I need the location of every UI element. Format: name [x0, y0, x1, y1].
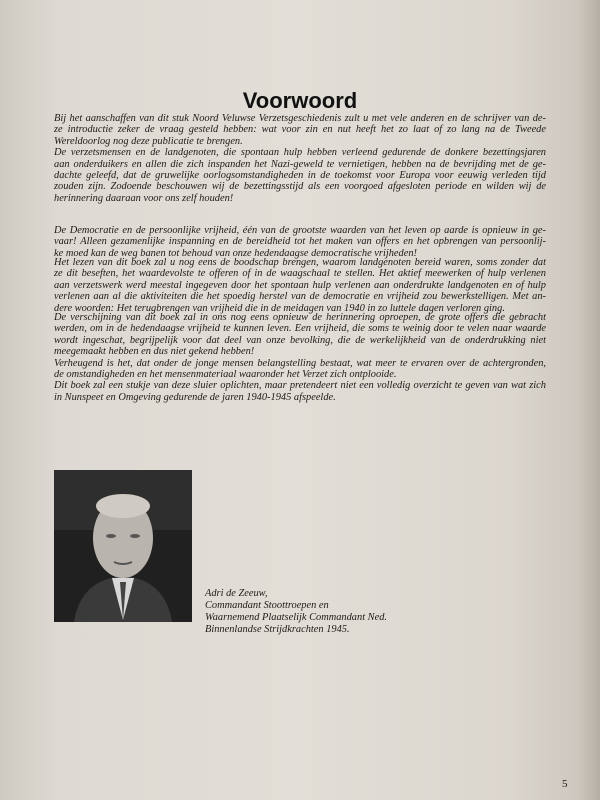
text-line: aan onderduikers en allen die zich inspanden het Nazi-geweld te vernietigen, hebben na de bevrijding met de ge-: [54, 158, 546, 170]
page-title: Voorwoord: [242, 88, 358, 113]
text-line: herinnering daaraan voor ons zelf houden!: [54, 192, 234, 204]
caption-line: Waarnemend Plaatselijk Commandant Ned.: [205, 612, 388, 623]
paragraph-2: [54, 225, 546, 259]
text-line: Bij het aanschaffen van dit stuk Noord Veluwse Verzetsgeschiedenis zult u met vele anderen en de schrijver van de-: [54, 113, 546, 124]
text-line: Het lezen van dit boek zal u nog eens de boodschap brengen, waarom landgenoten bereid waren, soms zonder dat: [54, 257, 546, 268]
text-line: dachte geleefd, dat de gruwelijke oorlogsomstandigheden in de toekomst voor Europa voor eeuwig verleden tijd: [54, 170, 546, 182]
page-edge-shadow: [578, 0, 600, 800]
text-line: Wereldoorlog nog deze publicatie te brengen.: [54, 135, 243, 147]
text-line: werden, om in de hedendaagse vrijheid te kunnen leven. Een vrijheid, die soms te weinig door te velen naar waarde: [54, 323, 546, 335]
text-line: verlenen aan al die aktiviteiten die het spoedig herstel van de democratie en vrijheid zou bewerkstelligen. Met an-: [54, 291, 546, 303]
text-line: aan verzetswerk werd meestal ingegeven door het spontaan hulp verlenen aan onderdrukte landgenoten en of hulp: [54, 279, 546, 291]
text-line: meegemaakt hebben en dus niet gekend hebben!: [54, 346, 255, 358]
text-line: dere woorden: Het terugbrengen van vrijheid die in de meidagen van 1940 in zo luttele dagen verloren ging.: [54, 302, 505, 314]
text-line: wordt ingeschat, begrijpelijk voor dat deel van onze bevolking, die de werkelijkheid van de onderdrukking niet: [54, 334, 546, 346]
caption-line: Commandant Stoottroepen en: [205, 600, 329, 611]
portrait-photo: [54, 470, 192, 622]
paragraph-4: [54, 312, 546, 403]
paragraph-3: [54, 257, 546, 314]
page-number: 5: [562, 778, 568, 790]
caption-line: Binnenlandse Strijdkrachten 1945.: [205, 624, 350, 635]
text-line: de omstandigheden en het mensenmateriaal waaronder het Verzet zich ontplooide.: [54, 369, 397, 381]
text-line: zouden zijn. Zodoende beschouwen wij de bezettingsstijd als een voorgoed afgesloten periode en wilden wij de: [54, 181, 546, 193]
caption-line: Adri de Zeeuw,: [205, 588, 268, 599]
text-line: De Democratie en de persoonlijke vrijheid, één van de grootste waarden van het leven op aarde is opnieuw in ge-: [54, 225, 546, 236]
portrait-caption: [205, 588, 387, 636]
text-line: Verheugend is het, dat onder de jonge mensen belangstelling bestaat, wat meer te ervaren over de achtergronden,: [54, 357, 546, 369]
text-line: De verschijning van dit boek zal in ons nog eens opnieuw de herinnering oproepen, de grote offers die gebracht: [54, 312, 546, 323]
text-line: Dit boek zal een stukje van deze sluier oplichten, maar pretendeert niet een volledig overzicht te geven van wat zich: [54, 380, 546, 392]
text-line: ze dit beseften, het waardevolste te offeren of in de waagschaal te stellen. Het aktief meewerken of hulp verlenen: [54, 268, 546, 280]
text-line: De verzetsmensen en de landgenoten, die spontaan hulp hebben verleend gedurende de donkere bezettingsjaren: [54, 147, 546, 159]
text-line: ze introductie zeker de vraag gesteld hebben: wat voor zin en nut heeft het zo laat of zo lang na de Tweede: [54, 124, 546, 136]
paragraph-1: [54, 113, 546, 204]
text-line: ke moed kan de weg banen tot behoud van onze hedendaagse democratische vrijheden!: [54, 247, 417, 259]
text-line: vaar! Alleen gezamenlijke inspanning en de bereidheid tot het maken van offers en het opbrengen van persoonlij-: [54, 236, 546, 248]
text-line: in Nunspeet en Omgeving gedurende de jaren 1940-1945 afspeelde.: [54, 391, 336, 403]
